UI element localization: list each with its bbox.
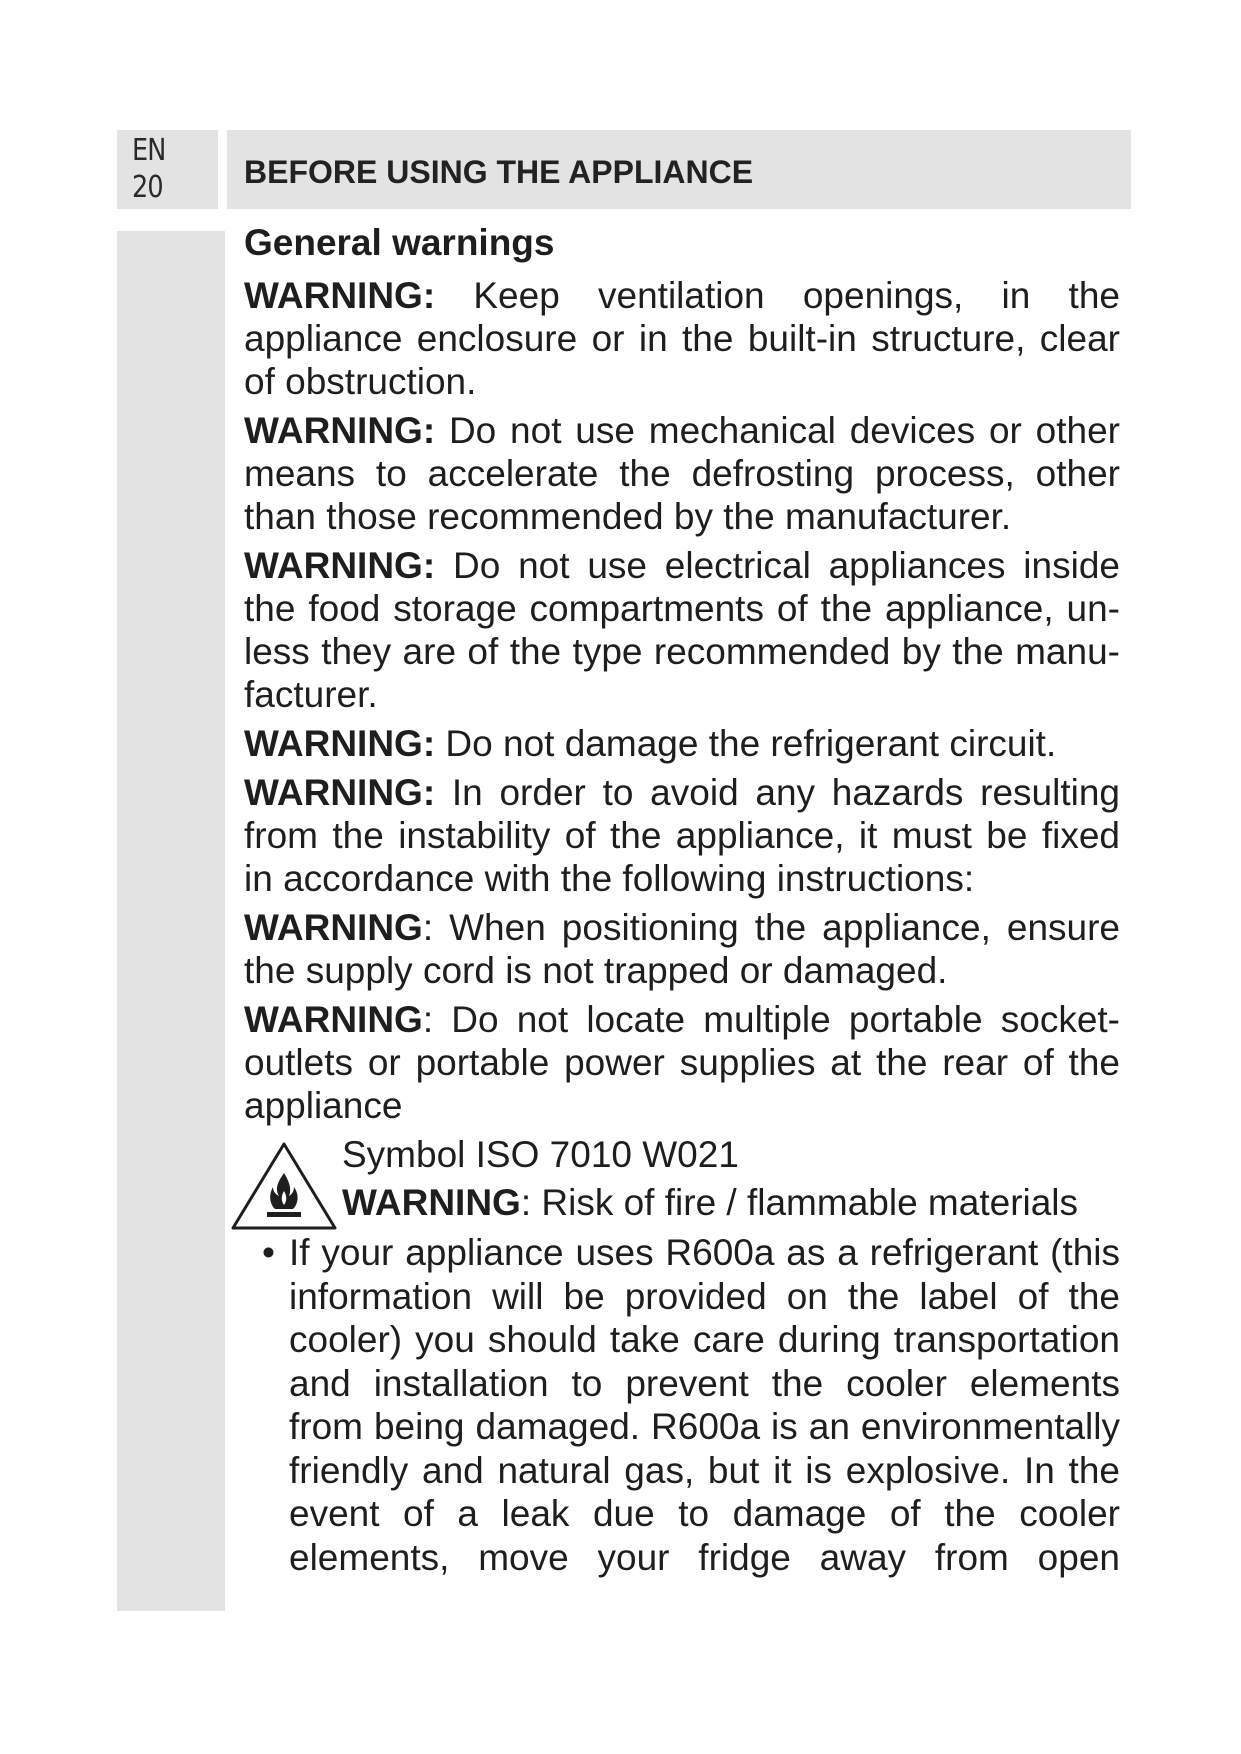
warning-text: : Do not locate multiple portable socket-outlets or portable power supplies at the rear of the appliance bbox=[244, 999, 1120, 1126]
bullet-dot: • bbox=[262, 1232, 275, 1273]
warning-label: WARNING: bbox=[244, 275, 436, 316]
page-content bbox=[244, 220, 1120, 1579]
warning-paragraph bbox=[244, 998, 1120, 1127]
warning-paragraph bbox=[244, 274, 1120, 403]
fire-symbol-block bbox=[244, 1133, 1120, 1227]
warning-paragraph bbox=[244, 722, 1120, 765]
page-margin-tab bbox=[117, 130, 218, 209]
warning-label: WARNING bbox=[342, 1182, 521, 1223]
chapter-title: BEFORE USING THE APPLIANCE bbox=[244, 154, 754, 190]
warning-paragraph bbox=[244, 409, 1120, 538]
fire-warning-triangle-icon bbox=[230, 1141, 338, 1231]
side-margin-bar bbox=[117, 231, 225, 1611]
chapter-header bbox=[227, 130, 1131, 209]
warning-label: WARNING bbox=[244, 907, 423, 948]
warning-text: Do not use electrical appliances inside the food storage compartments of the appliance, un-less they are of the type recommended by the manu-facturer. bbox=[244, 545, 1120, 715]
language-code: EN bbox=[132, 133, 166, 168]
warning-label: WARNING: bbox=[244, 545, 436, 586]
symbol-label: Symbol ISO 7010 W021 bbox=[342, 1134, 739, 1175]
warning-label: WARNING: bbox=[244, 410, 436, 451]
warning-text: Keep ventilation openings, in the appliance enclosure or in the built-in structure, clear of obstruction. bbox=[244, 275, 1120, 402]
symbol-warning bbox=[342, 1181, 1078, 1224]
warning-paragraph bbox=[244, 906, 1120, 992]
warning-text: Do not use mechanical devices or other means to accelerate the defrosting process, other than those recommended by the manufacturer. bbox=[244, 410, 1120, 537]
bullet-text: If your appliance uses R600a as a refrigerant (this information will be provided on the label of the cooler) you should take care during transportation and installation to prevent the cooler elements from being damaged. R600a is an environmentally friendly and natural gas, but it is explosive. In the event of a leak due to damage of the cooler elements, move your fridge away from open bbox=[289, 1232, 1120, 1578]
warning-paragraph bbox=[244, 544, 1120, 716]
warning-label: WARNING: bbox=[244, 772, 436, 813]
warning-paragraph bbox=[244, 771, 1120, 900]
warning-text: : Risk of fire / flammable materials bbox=[520, 1182, 1079, 1223]
warning-label: WARNING bbox=[244, 999, 423, 1040]
section-title: General warnings bbox=[244, 222, 555, 263]
warning-text: In order to avoid any hazards resulting from the instability of the appliance, it must be fixed in accordance with the following instructions: bbox=[244, 772, 1120, 899]
bullet-item bbox=[244, 1231, 1120, 1579]
page-number: 20 bbox=[132, 170, 163, 205]
warning-text: : When positioning the appliance, ensure the supply cord is not trapped or damaged. bbox=[244, 907, 1120, 991]
warning-label: WARNING: bbox=[244, 723, 436, 764]
warning-text: Do not damage the refrigerant circuit. bbox=[435, 723, 1057, 764]
